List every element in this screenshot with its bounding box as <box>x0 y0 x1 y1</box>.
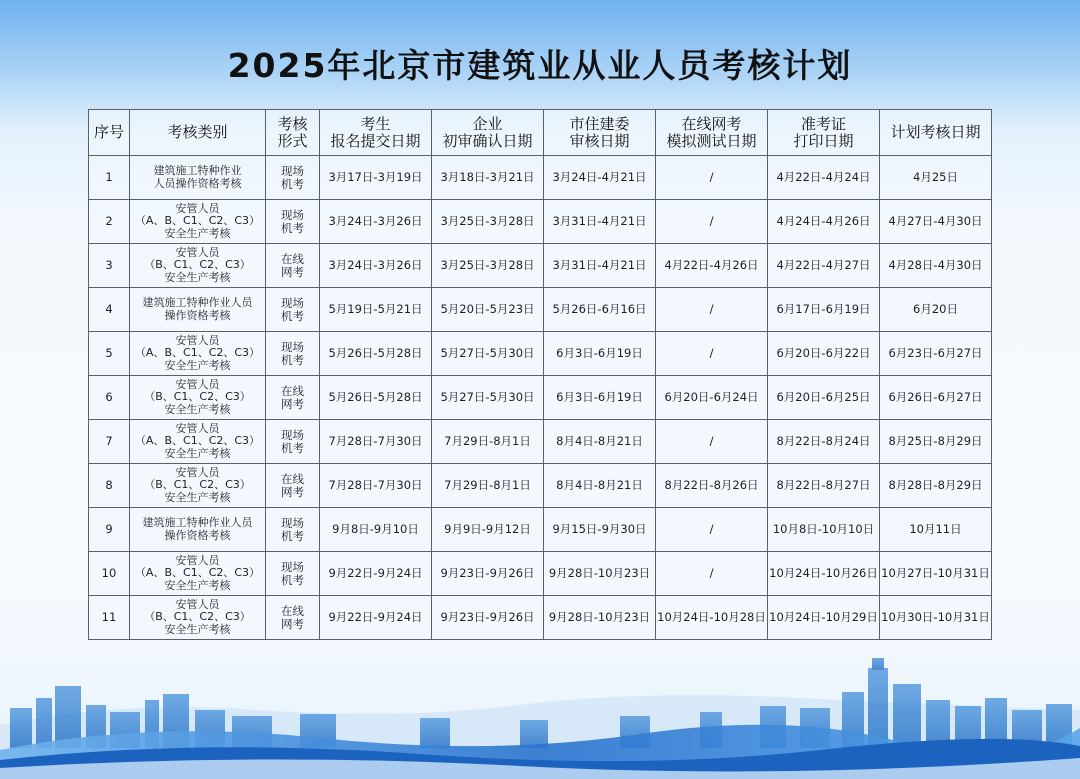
cell-register-date: 3月24日-3月26日 <box>320 200 432 244</box>
header-form: 考核 形式 <box>266 110 320 156</box>
cell-admit-date: 4月22日-4月27日 <box>768 244 880 288</box>
cell-form <box>266 244 320 288</box>
cell-enterprise-date: 3月25日-3月28日 <box>432 200 544 244</box>
cell-form-line: 在线 <box>281 383 304 398</box>
cell-form <box>266 552 320 596</box>
table-row <box>89 156 992 200</box>
cell-form <box>266 508 320 552</box>
cell-commission-date: 3月24日-4月21日 <box>544 156 656 200</box>
cell-enterprise-date: 7月29日-8月1日 <box>432 420 544 464</box>
table-row <box>89 244 992 288</box>
cell-admit-date: 8月22日-8月24日 <box>768 420 880 464</box>
cell-no: 3 <box>89 244 130 288</box>
cell-exam-date: 8月28日-8月29日 <box>880 464 992 508</box>
cell-register-date: 9月22日-9月24日 <box>320 552 432 596</box>
cell-exam-date: 10月27日-10月31日 <box>880 552 992 596</box>
cell-commission-date: 3月31日-4月21日 <box>544 244 656 288</box>
exam-plan-table <box>88 109 992 640</box>
cell-category-line: 安管人员 <box>175 553 220 567</box>
cell-category <box>130 508 266 552</box>
cell-exam-date: 4月28日-4月30日 <box>880 244 992 288</box>
cell-category-line: （A、B、C1、C2、C3） <box>134 214 261 228</box>
header-register-date: 考生 报名提交日期 <box>320 110 432 156</box>
cell-enterprise-date: 9月9日-9月12日 <box>432 508 544 552</box>
cell-form <box>266 376 320 420</box>
cell-form-line: 网考 <box>281 484 304 499</box>
cell-enterprise-date: 5月27日-5月30日 <box>432 376 544 420</box>
cell-no: 7 <box>89 420 130 464</box>
cell-category-line: （B、C1、C2、C3） <box>144 478 251 492</box>
cell-category-line: 安管人员 <box>175 201 220 215</box>
cell-exam-date: 6月26日-6月27日 <box>880 376 992 420</box>
page-title: 2025年北京市建筑业从业人员考核计划 <box>227 46 853 85</box>
cell-form-line: 机考 <box>281 308 304 323</box>
cell-exam-date: 6月20日 <box>880 288 992 332</box>
cell-category <box>130 420 266 464</box>
cell-no: 8 <box>89 464 130 508</box>
header-exam-date: 计划考核日期 <box>880 110 992 156</box>
cell-category-line: 安管人员 <box>175 465 220 479</box>
cell-mock-date: / <box>656 288 768 332</box>
cell-commission-date: 8月4日-8月21日 <box>544 464 656 508</box>
cell-enterprise-date: 5月27日-5月30日 <box>432 332 544 376</box>
cell-admit-date: 4月24日-4月26日 <box>768 200 880 244</box>
cell-commission-date: 9月28日-10月23日 <box>544 596 656 640</box>
cell-category-line: （A、B、C1、C2、C3） <box>134 566 261 580</box>
cell-category-line: 安全生产考核 <box>164 578 231 592</box>
cell-no: 10 <box>89 552 130 596</box>
cell-register-date: 9月22日-9月24日 <box>320 596 432 640</box>
cell-category-line: 安全生产考核 <box>164 358 231 372</box>
cell-form-line: 现场 <box>281 339 304 354</box>
cell-form-line: 现场 <box>281 207 304 222</box>
header-mock-date: 在线网考 模拟测试日期 <box>656 110 768 156</box>
cell-category <box>130 156 266 200</box>
header-category: 考核类别 <box>130 110 266 156</box>
cell-mock-date: / <box>656 420 768 464</box>
table-row <box>89 288 992 332</box>
cell-register-date: 3月17日-3月19日 <box>320 156 432 200</box>
cell-commission-date: 9月15日-9月30日 <box>544 508 656 552</box>
cell-register-date: 9月8日-9月10日 <box>320 508 432 552</box>
cell-no: 9 <box>89 508 130 552</box>
cell-enterprise-date: 3月25日-3月28日 <box>432 244 544 288</box>
cell-category-line: 建筑施工特种作业人员 <box>142 296 253 309</box>
cell-category <box>130 376 266 420</box>
cell-form-line: 网考 <box>281 264 304 279</box>
table-row <box>89 464 992 508</box>
cell-register-date: 5月26日-5月28日 <box>320 376 432 420</box>
cell-form-line: 机考 <box>281 572 304 587</box>
cell-form <box>266 464 320 508</box>
cell-enterprise-date: 5月20日-5月23日 <box>432 288 544 332</box>
cell-category-line: 安全生产考核 <box>164 490 231 504</box>
cell-commission-date: 6月3日-6月19日 <box>544 376 656 420</box>
cell-form-line: 现场 <box>281 559 304 574</box>
cell-exam-date: 10月11日 <box>880 508 992 552</box>
cell-category-line: 安管人员 <box>175 245 220 259</box>
cell-form-line: 机考 <box>281 220 304 235</box>
cell-category-line: （B、C1、C2、C3） <box>144 610 251 624</box>
cell-admit-date: 6月20日-6月22日 <box>768 332 880 376</box>
cell-mock-date: / <box>656 156 768 200</box>
cell-category-line: 安全生产考核 <box>164 270 231 284</box>
cell-no: 2 <box>89 200 130 244</box>
cell-form-line: 现场 <box>281 427 304 442</box>
cell-form-line: 现场 <box>281 295 304 310</box>
cell-mock-date: / <box>656 552 768 596</box>
cell-register-date: 3月24日-3月26日 <box>320 244 432 288</box>
cell-register-date: 5月19日-5月21日 <box>320 288 432 332</box>
cell-mock-date: / <box>656 200 768 244</box>
cell-admit-date: 6月20日-6月25日 <box>768 376 880 420</box>
cell-mock-date: / <box>656 332 768 376</box>
table-row <box>89 200 992 244</box>
cell-category <box>130 332 266 376</box>
cell-enterprise-date: 9月23日-9月26日 <box>432 552 544 596</box>
table-row <box>89 508 992 552</box>
cell-category <box>130 288 266 332</box>
cell-admit-date: 10月24日-10月29日 <box>768 596 880 640</box>
cell-exam-date: 4月27日-4月30日 <box>880 200 992 244</box>
header-no: 序号 <box>89 110 130 156</box>
header-commission-date: 市住建委 审核日期 <box>544 110 656 156</box>
table-row <box>89 420 992 464</box>
cell-form-line: 现场 <box>281 515 304 530</box>
cell-category <box>130 596 266 640</box>
cell-form <box>266 420 320 464</box>
cell-form-line: 在线 <box>281 251 304 266</box>
cell-category-line: 建筑施工特种作业 <box>153 164 242 177</box>
cell-category-line: 操作资格考核 <box>164 308 231 322</box>
cell-no: 11 <box>89 596 130 640</box>
cell-category-line: 安全生产考核 <box>164 402 231 416</box>
cell-form-line: 在线 <box>281 471 304 486</box>
cell-category <box>130 464 266 508</box>
cell-category-line: 操作资格考核 <box>164 528 231 542</box>
cell-form <box>266 288 320 332</box>
cell-form-line: 在线 <box>281 603 304 618</box>
cell-no: 6 <box>89 376 130 420</box>
cell-category-line: 安全生产考核 <box>164 622 231 636</box>
cell-category-line: 安管人员 <box>175 333 220 347</box>
cell-register-date: 5月26日-5月28日 <box>320 332 432 376</box>
cell-category <box>130 200 266 244</box>
cell-no: 1 <box>89 156 130 200</box>
cell-form <box>266 596 320 640</box>
cell-exam-date: 10月30日-10月31日 <box>880 596 992 640</box>
cell-enterprise-date: 9月23日-9月26日 <box>432 596 544 640</box>
cell-form-line: 现场 <box>281 163 304 178</box>
cell-mock-date: 8月22日-8月26日 <box>656 464 768 508</box>
cell-category-line: 安管人员 <box>175 597 220 611</box>
cell-enterprise-date: 3月18日-3月21日 <box>432 156 544 200</box>
cell-exam-date: 4月25日 <box>880 156 992 200</box>
table-row <box>89 376 992 420</box>
cell-category-line: 安管人员 <box>175 377 220 391</box>
table-row <box>89 596 992 640</box>
table-row <box>89 332 992 376</box>
cell-enterprise-date: 7月29日-8月1日 <box>432 464 544 508</box>
header-admit-date: 准考证 打印日期 <box>768 110 880 156</box>
cell-commission-date: 5月26日-6月16日 <box>544 288 656 332</box>
cell-mock-date: 10月24日-10月28日 <box>656 596 768 640</box>
cell-admit-date: 8月22日-8月27日 <box>768 464 880 508</box>
cell-admit-date: 10月8日-10月10日 <box>768 508 880 552</box>
cell-commission-date: 6月3日-6月19日 <box>544 332 656 376</box>
cell-mock-date: 6月20日-6月24日 <box>656 376 768 420</box>
cell-category-line: （A、B、C1、C2、C3） <box>134 434 261 448</box>
cell-register-date: 7月28日-7月30日 <box>320 464 432 508</box>
cell-category-line: （B、C1、C2、C3） <box>144 258 251 272</box>
city-skyline-icon <box>0 650 1080 779</box>
cell-exam-date: 8月25日-8月29日 <box>880 420 992 464</box>
cell-form <box>266 156 320 200</box>
cell-commission-date: 9月28日-10月23日 <box>544 552 656 596</box>
cell-category-line: 安全生产考核 <box>164 226 231 240</box>
table-row <box>89 552 992 596</box>
cell-form-line: 机考 <box>281 352 304 367</box>
cell-category-line: （A、B、C1、C2、C3） <box>134 346 261 360</box>
cell-category <box>130 552 266 596</box>
cell-commission-date: 3月31日-4月21日 <box>544 200 656 244</box>
cell-category-line: 安管人员 <box>175 421 220 435</box>
cell-mock-date: / <box>656 508 768 552</box>
cell-mock-date: 4月22日-4月26日 <box>656 244 768 288</box>
cell-exam-date: 6月23日-6月27日 <box>880 332 992 376</box>
cell-admit-date: 4月22日-4月24日 <box>768 156 880 200</box>
cell-commission-date: 8月4日-8月21日 <box>544 420 656 464</box>
cell-category-line: 安全生产考核 <box>164 446 231 460</box>
cell-no: 4 <box>89 288 130 332</box>
table-header-row <box>89 110 992 156</box>
cell-form-line: 网考 <box>281 396 304 411</box>
cell-form <box>266 200 320 244</box>
header-enterprise-date: 企业 初审确认日期 <box>432 110 544 156</box>
cell-form-line: 机考 <box>281 176 304 191</box>
cell-no: 5 <box>89 332 130 376</box>
cell-form-line: 机考 <box>281 440 304 455</box>
cell-register-date: 7月28日-7月30日 <box>320 420 432 464</box>
cell-form-line: 网考 <box>281 616 304 631</box>
cell-admit-date: 10月24日-10月26日 <box>768 552 880 596</box>
cell-category-line: 人员操作资格考核 <box>153 176 242 190</box>
table-body <box>89 156 992 640</box>
cell-category-line: 建筑施工特种作业人员 <box>142 516 253 529</box>
cell-category <box>130 244 266 288</box>
cell-form <box>266 332 320 376</box>
cell-admit-date: 6月17日-6月19日 <box>768 288 880 332</box>
cell-category-line: （B、C1、C2、C3） <box>144 390 251 404</box>
cell-form-line: 机考 <box>281 528 304 543</box>
